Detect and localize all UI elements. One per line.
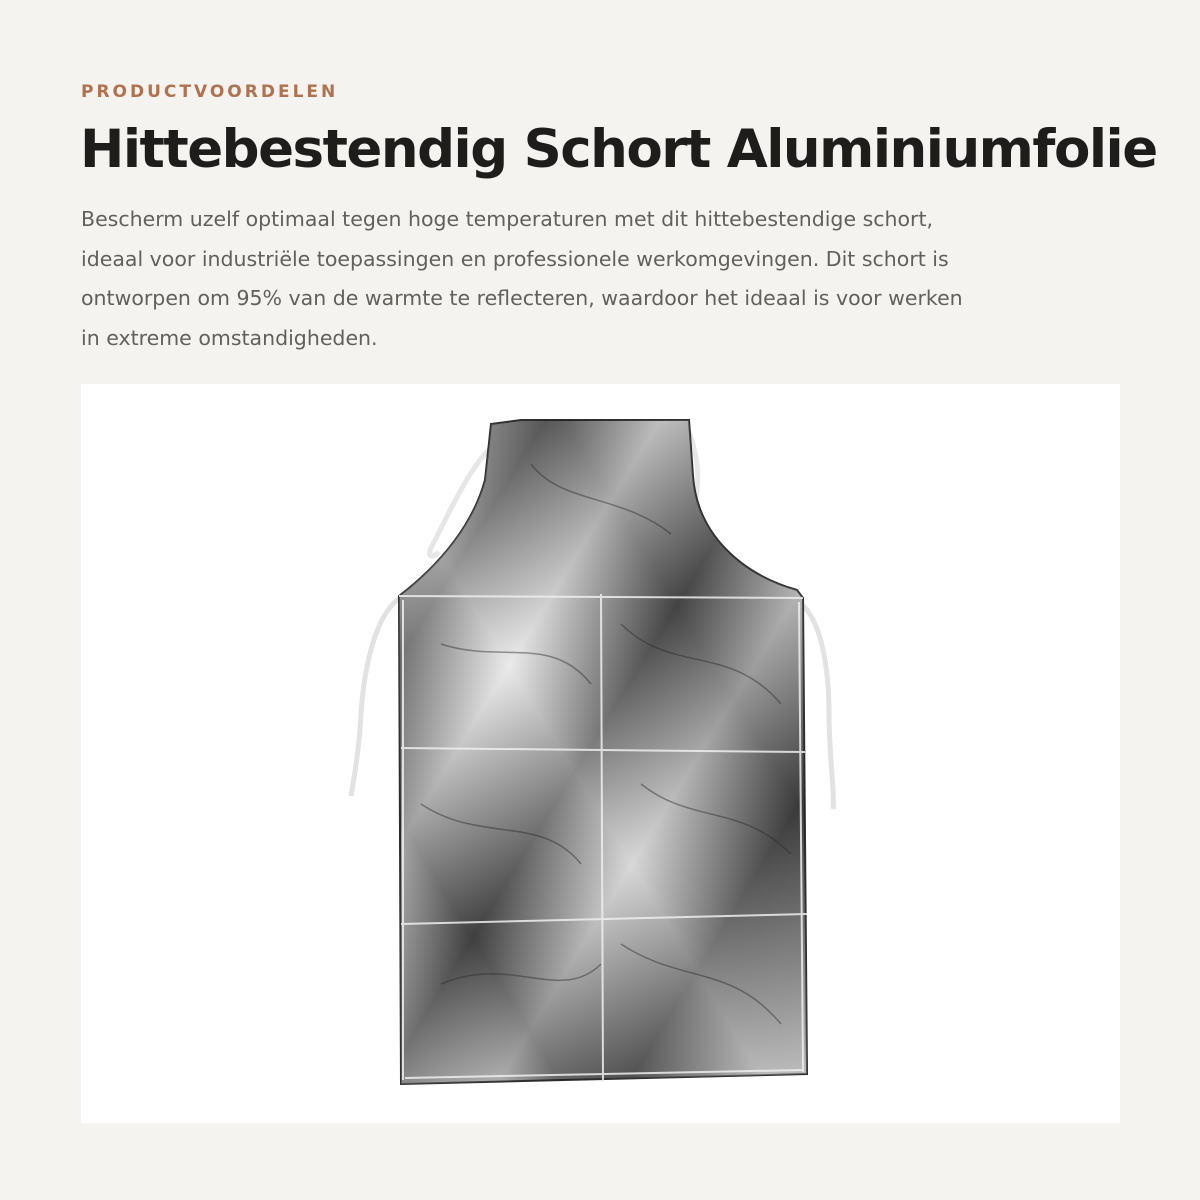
description-line: Bescherm uzelf optimaal tegen hoge temperaturen met dit hittebestendige schort, [81,207,934,231]
description-line: in extreme omstandigheden. [81,325,378,350]
product-description [81,200,1081,358]
description-line: ontworpen om 95% van de warmte te reflecteren, waardoor het ideaal is voor werken [81,286,963,310]
section-eyebrow: PRODUCTVOORDELEN [81,82,339,102]
apron-waist-tie-left [351,596,403,796]
description-line: ideaal voor industriële toepassingen en professionele werkomgevingen. Dit schort is [81,246,949,271]
page-title: Hittebestendig Schort Aluminiumfolie [80,119,1157,180]
apron-image [81,384,1120,1123]
product-image-panel [81,384,1120,1123]
